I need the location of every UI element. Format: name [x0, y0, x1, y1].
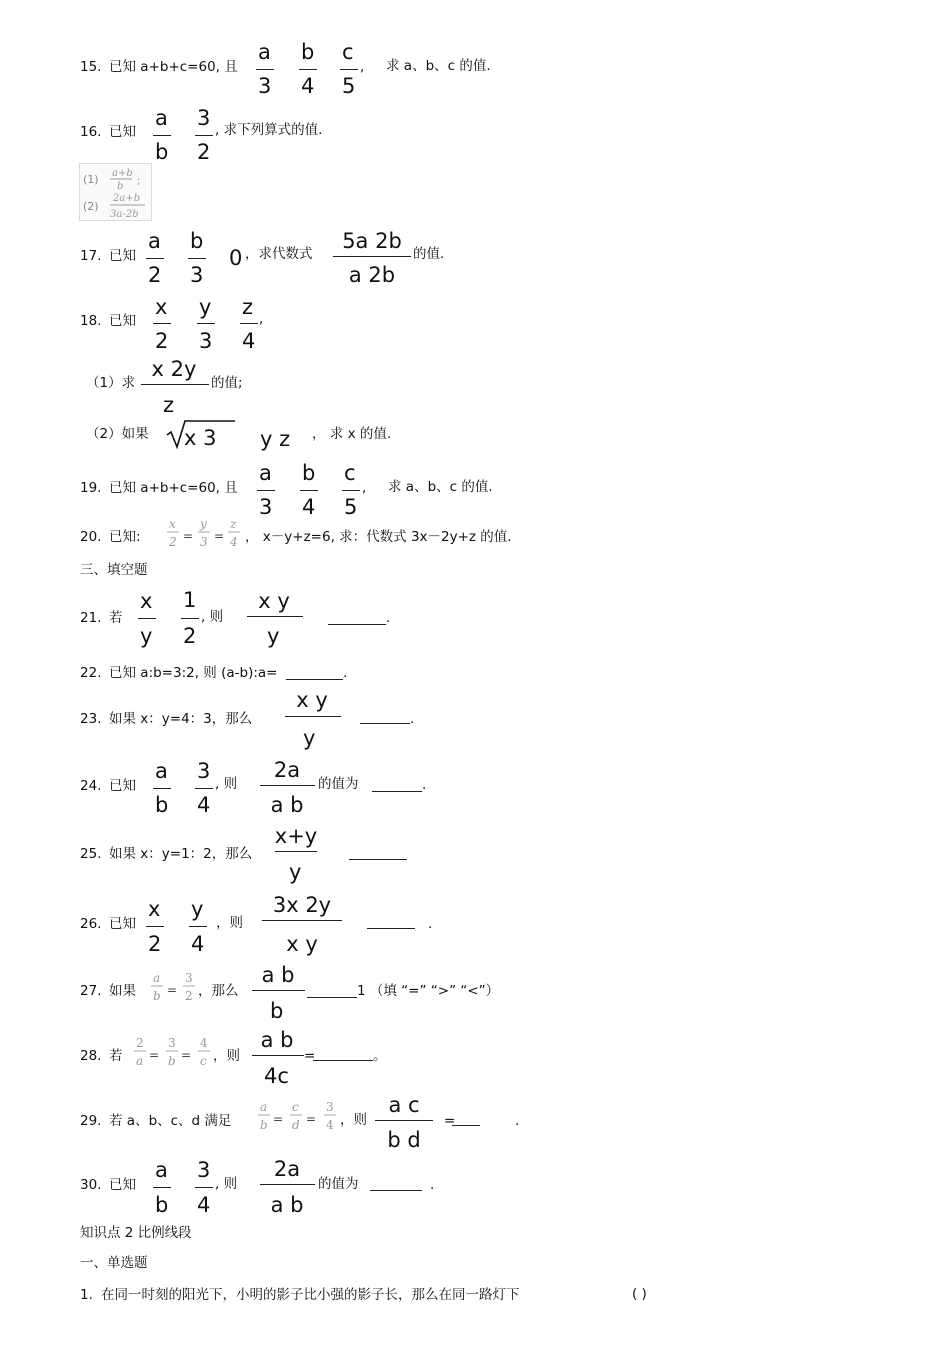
question-text: , 求下列算式的值. [215, 122, 323, 138]
answer-blank[interactable] [349, 859, 407, 860]
fraction-denominator: 3 [259, 495, 273, 519]
question-number: 20. [80, 529, 102, 545]
period: . [422, 777, 427, 793]
fraction-denominator: 4 [197, 1193, 211, 1217]
svg-text:(1): (1) [83, 173, 99, 186]
question-text: 若 [109, 1048, 123, 1064]
fraction-denominator: 2 [155, 329, 169, 353]
expression-denominator: z [163, 393, 175, 417]
expression-numerator: a c [388, 1093, 420, 1117]
fraction-numerator: b [302, 461, 316, 485]
fraction-bar [299, 69, 317, 70]
period: . [430, 1177, 435, 1193]
fraction-denominator: b [155, 1193, 169, 1217]
question-text: ，求代数式 [245, 246, 313, 262]
expression-denominator: a b [270, 793, 304, 817]
question-text: 已知 [109, 916, 136, 932]
question-text: 的值; [211, 375, 243, 391]
question-number: 18. [80, 313, 102, 329]
svg-text:z: z [230, 517, 237, 531]
part-label: （1）求 [86, 375, 136, 391]
question-number: 29. [80, 1113, 102, 1129]
answer-blank[interactable] [452, 1125, 480, 1126]
section-heading: 一、单选题 [80, 1255, 148, 1271]
knowledge-point-heading: 知识点 2 比例线段 [80, 1225, 192, 1241]
question-text: 如果 [109, 983, 136, 999]
fraction-numerator: c [342, 40, 354, 64]
fraction-bar [247, 616, 303, 617]
answer-blank[interactable] [370, 1190, 422, 1191]
question-text: 的值为 [318, 776, 359, 792]
expression-numerator: 2a [273, 1157, 301, 1181]
svg-text:4: 4 [230, 535, 238, 549]
fraction-numerator: a [258, 40, 271, 64]
fraction-bar [153, 788, 171, 789]
fraction-denominator: 3 [199, 329, 213, 353]
question-number: 1. [80, 1287, 93, 1303]
fraction-numerator: 3 [197, 759, 211, 783]
fraction-denominator: 4 [301, 74, 315, 98]
expression-denominator: b d [387, 1128, 421, 1152]
fraction-denominator: y [140, 624, 153, 648]
period: . [410, 711, 415, 727]
fraction-denominator: 4 [197, 793, 211, 817]
svg-text:a: a [153, 971, 161, 985]
fraction-denominator: 2 [148, 263, 162, 287]
equals: = [444, 1113, 456, 1129]
expression-numerator: 2a [273, 758, 301, 782]
comma: , [259, 311, 264, 327]
question-text: 1 （填 “=” “>” “<”） [357, 983, 500, 999]
question-text: ， x－y+z=6, 求：代数式 3x－2y+z 的值. [245, 529, 512, 545]
ratio-equation-image [256, 1099, 342, 1135]
fraction-numerator: y [199, 295, 212, 319]
answer-blank[interactable] [372, 791, 422, 792]
fraction-numerator: a [155, 1158, 168, 1182]
fraction-denominator: 4 [302, 495, 316, 519]
expression-denominator: y [267, 624, 280, 648]
sub-questions-image [79, 163, 152, 221]
svg-text:b: b [117, 181, 124, 192]
question-text: ，则 [213, 1048, 240, 1064]
question-number: 15. [80, 59, 102, 75]
svg-text:=: = [306, 1112, 317, 1126]
answer-blank[interactable] [367, 928, 415, 929]
radicand: x 3 [184, 426, 217, 450]
question-text: 已知 a+b+c=60, 且 [109, 480, 238, 496]
question-text: 已知 [109, 313, 136, 329]
question-text: ，则 [216, 915, 243, 931]
fraction-denominator: 4 [191, 932, 205, 956]
expression-denominator: b [270, 999, 284, 1023]
fraction-denominator: 2 [183, 624, 197, 648]
fraction-bar [153, 323, 171, 324]
svg-text:3a-2b: 3a-2b [110, 209, 139, 220]
fraction-numerator: 3 [197, 1158, 211, 1182]
question-text: 求 a、b、c 的值. [388, 479, 493, 495]
fraction-bar [138, 618, 156, 619]
answer-blank[interactable] [307, 997, 357, 998]
question-text: 已知 [109, 124, 136, 140]
fraction-bar [197, 323, 215, 324]
expression-numerator: a b [261, 963, 295, 987]
expression-numerator: x y [296, 688, 328, 712]
question-number: 22. [80, 665, 102, 681]
svg-text:y: y [200, 517, 207, 531]
svg-text:a+b: a+b [112, 168, 133, 179]
fraction-numerator: 3 [197, 106, 211, 130]
fraction-bar [300, 490, 318, 491]
period: . [386, 610, 391, 626]
fraction-bar [342, 490, 360, 491]
section-heading: 三、填空题 [80, 562, 148, 578]
question-text: , 则 [201, 609, 224, 625]
question-text: 求 a、b、c 的值. [386, 58, 491, 74]
fraction-denominator: 2 [148, 932, 162, 956]
svg-text:2: 2 [185, 989, 193, 1003]
answer-blank[interactable] [286, 679, 343, 680]
fraction-denominator: b [155, 793, 169, 817]
fraction-bar [141, 384, 209, 385]
question-text: ，则 [340, 1112, 367, 1128]
svg-text:3: 3 [168, 1036, 176, 1050]
fraction-bar [256, 69, 274, 70]
svg-text:3: 3 [326, 1100, 334, 1114]
question-number: 26. [80, 916, 102, 932]
fraction-bar [195, 1187, 213, 1188]
question-text: , 则 [215, 1176, 238, 1192]
question-text: 如果 x：y=1：2，那么 [109, 846, 253, 862]
fraction-denominator: 5 [344, 495, 358, 519]
expression-denominator: a b [270, 1193, 304, 1217]
fraction-numerator: a [155, 106, 168, 130]
answer-blank[interactable] [360, 723, 410, 724]
comma: , [362, 480, 367, 496]
question-text: 已知 a:b=3:2, 则 (a-b):a= [109, 665, 278, 681]
period: . [428, 916, 433, 932]
svg-text:2: 2 [136, 1036, 144, 1050]
question-number: 24. [80, 778, 102, 794]
zero: 0 [229, 246, 243, 270]
svg-text:=: = [273, 1112, 284, 1126]
fraction-bar [257, 490, 275, 491]
comma: , [360, 59, 365, 75]
fraction-bar [252, 990, 305, 991]
expression-denominator: y [289, 860, 302, 884]
fraction-bar [240, 323, 258, 324]
question-text: 已知 [109, 778, 136, 794]
svg-text:a: a [260, 1100, 268, 1114]
svg-text:d: d [292, 1118, 300, 1132]
fraction-numerator: c [344, 461, 356, 485]
fraction-bar [275, 851, 317, 852]
ratio-equation-image [132, 1035, 214, 1071]
svg-text:c: c [200, 1054, 207, 1068]
period: 。 [373, 1048, 387, 1064]
svg-text:2: 2 [169, 535, 177, 549]
fraction-numerator: x [148, 897, 161, 921]
period: . [515, 1113, 520, 1129]
svg-text:;: ; [137, 176, 141, 187]
svg-text:c: c [292, 1100, 299, 1114]
svg-text:b: b [153, 989, 161, 1003]
question-text: 已知 [109, 1177, 136, 1193]
question-text: 的值. [413, 246, 445, 262]
fraction-bar [195, 788, 213, 789]
question-number: 30. [80, 1177, 102, 1193]
question-number: 21. [80, 610, 102, 626]
fraction-bar [189, 926, 207, 927]
expression-denominator: a 2b [348, 263, 396, 287]
fraction-denominator: 5 [342, 74, 356, 98]
expression-denominator: 4c [264, 1064, 289, 1088]
expression-numerator: x+y [274, 824, 318, 848]
fraction-bar [262, 920, 342, 921]
expression-numerator: 5a 2b [342, 229, 402, 253]
svg-text:=: = [149, 1048, 160, 1062]
answer-parentheses[interactable]: ( ) [632, 1286, 647, 1302]
fraction-bar [181, 618, 199, 619]
fraction-numerator: y [191, 897, 204, 921]
question-text: ， 求 x 的值. [312, 426, 392, 442]
svg-text:3: 3 [185, 971, 193, 985]
fraction-numerator: a [148, 229, 161, 253]
expression-numerator: x y [258, 589, 290, 613]
svg-text:=: = [167, 983, 178, 997]
question-number: 27. [80, 983, 102, 999]
period: . [343, 665, 348, 681]
fraction-bar [146, 926, 164, 927]
fraction-numerator: z [242, 295, 254, 319]
question-number: 16. [80, 124, 102, 140]
question-number: 19. [80, 480, 102, 496]
fraction-bar [340, 69, 358, 70]
fraction-bar [146, 258, 164, 259]
svg-text:4: 4 [200, 1036, 208, 1050]
fraction-denominator: 3 [190, 263, 204, 287]
svg-text:(2): (2) [83, 200, 99, 213]
question-number: 23. [80, 711, 102, 727]
fraction-numerator: b [301, 40, 315, 64]
ratio-equation-image [149, 970, 199, 1006]
svg-text:=: = [214, 529, 225, 543]
answer-blank[interactable] [328, 624, 386, 625]
fraction-bar [252, 1055, 304, 1056]
equals: = [304, 1048, 316, 1064]
svg-text:=: = [181, 1048, 192, 1062]
question-text: 的值为 [318, 1176, 359, 1192]
question-text: 已知: [109, 529, 141, 545]
svg-text:x: x [169, 517, 176, 531]
svg-text:a: a [136, 1054, 144, 1068]
fraction-numerator: x [155, 295, 168, 319]
question-text: 若 [109, 610, 123, 626]
fraction-denominator: 2 [197, 140, 211, 164]
fraction-numerator: a [259, 461, 272, 485]
fraction-numerator: b [190, 229, 204, 253]
fraction-numerator: x [140, 589, 153, 613]
expression-numerator: x 2y [151, 357, 197, 381]
question-number: 17. [80, 248, 102, 264]
fraction-numerator: a [155, 759, 168, 783]
expression-numerator: a b [260, 1028, 294, 1052]
svg-text:2a+b: 2a+b [113, 193, 141, 204]
fraction-bar [260, 1184, 315, 1185]
part-label: （2）如果 [86, 426, 149, 442]
fraction-bar [285, 716, 341, 717]
fraction-denominator: 4 [242, 329, 256, 353]
fraction-bar [195, 135, 213, 136]
expression-denominator: y [303, 726, 316, 750]
question-text: , 则 [215, 776, 238, 792]
fraction-bar [153, 1187, 171, 1188]
fraction-denominator: b [155, 140, 169, 164]
svg-text:4: 4 [326, 1118, 334, 1132]
answer-blank[interactable] [313, 1060, 373, 1061]
question-number: 25. [80, 846, 102, 862]
question-text: ，那么 [198, 983, 239, 999]
question-text: 已知 a+b+c=60, 且 [109, 59, 238, 75]
fraction-numerator: 1 [183, 588, 197, 612]
question-text: 如果 x：y=4：3，那么 [109, 711, 253, 727]
expression-numerator: 3x 2y [272, 893, 332, 917]
question-text: 已知 [109, 248, 136, 264]
svg-text:=: = [183, 529, 194, 543]
fraction-bar [333, 256, 411, 257]
question-number: 28. [80, 1048, 102, 1064]
fraction-bar [188, 258, 206, 259]
svg-text:b: b [168, 1054, 176, 1068]
fraction-bar [153, 135, 171, 136]
fraction-denominator: 3 [258, 74, 272, 98]
ratio-equation-image [166, 516, 246, 552]
fraction-bar [260, 785, 315, 786]
question-text: 若 a、b、c、d 满足 [109, 1113, 232, 1129]
expression-denominator: x y [286, 932, 318, 956]
question-text: 在同一时刻的阳光下，小明的影子比小强的影子长，那么在同一路灯下 [101, 1287, 520, 1303]
expression: y z [260, 427, 291, 451]
fraction-bar [375, 1120, 433, 1121]
svg-text:3: 3 [200, 535, 208, 549]
svg-text:b: b [260, 1118, 268, 1132]
